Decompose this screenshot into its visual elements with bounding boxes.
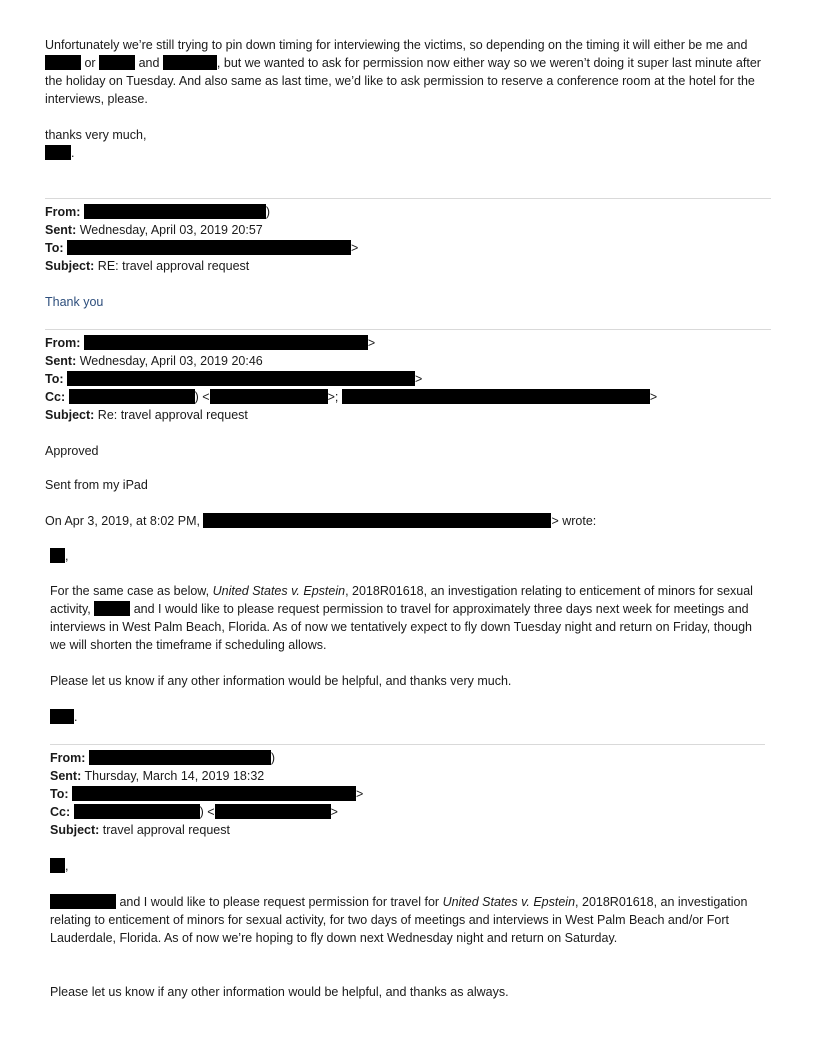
sent-line: Sent: Wednesday, April 03, 2019 20:46 (45, 354, 263, 368)
redaction (50, 858, 65, 873)
redaction (84, 335, 368, 350)
redaction (67, 240, 351, 255)
quoted-paragraph-2: Please let us know if any other information would be helpful, and thanks very much. (50, 674, 512, 688)
redaction (94, 601, 130, 616)
from-line: From: ) (45, 205, 271, 219)
intro-paragraph: Unfortunately we’re still trying to pin down timing for interviewing the victims, so depending on the timing it will either be me and or and , but we wanted to ask for permission now either way so we weren’t doing it super last minute after the holiday on Tuesday. And also same as last time, we’d like to ask permission to reserve a conference room at the hotel for the interviews, please. (45, 38, 761, 106)
redaction (74, 804, 200, 819)
redaction (89, 750, 271, 765)
cc-line: Cc: ) < > (50, 805, 338, 819)
redaction (45, 55, 81, 70)
divider (45, 198, 771, 199)
subject-line: Subject: RE: travel approval request (45, 259, 250, 273)
redaction (67, 371, 415, 386)
cc-line: Cc: ) < >; > (45, 390, 658, 404)
redaction (203, 513, 551, 528)
redaction (84, 204, 266, 219)
email-closing-4: Please let us know if any other information would be helpful, and thanks as always. (50, 985, 509, 999)
redaction (50, 894, 116, 909)
to-line: To: > (50, 787, 364, 801)
redaction (45, 145, 71, 160)
redaction (163, 55, 217, 70)
divider (50, 744, 765, 745)
redaction (215, 804, 331, 819)
redaction (50, 548, 65, 563)
quote-attribution: On Apr 3, 2019, at 8:02 PM, > wrote: (45, 514, 597, 528)
subject-line: Subject: Re: travel approval request (45, 408, 248, 422)
redaction (69, 389, 195, 404)
from-line: From: ) (50, 751, 276, 765)
redaction (99, 55, 135, 70)
sent-line: Sent: Thursday, March 14, 2019 18:32 (50, 769, 265, 783)
quoted-signature: . (50, 708, 765, 726)
email-body-3: Approved (45, 444, 99, 458)
quoted-paragraph-1: For the same case as below, United States v. Epstein, 2018R01618, an investigation relating to enticement of minors for sexual activity, and I would like to please request permission to travel for approximately three days next week for meetings and interviews in West Palm Beach, Florida. As of now we tentatively expect to fly down Tuesday night and return on Friday, though we will shorten the timeframe if scheduling allows. (50, 584, 753, 652)
email-signature-3: Sent from my iPad (45, 478, 148, 492)
intro-signature: . (45, 144, 765, 162)
email-greeting-4: , (50, 857, 765, 875)
redaction (50, 709, 74, 724)
to-line: To: > (45, 372, 423, 386)
intro-closing: thanks very much, . (45, 126, 765, 162)
redaction (210, 389, 328, 404)
sent-line: Sent: Wednesday, April 03, 2019 20:57 (45, 223, 263, 237)
email-body-2: Thank you (45, 295, 104, 309)
quoted-greeting: , (50, 547, 765, 565)
redaction (342, 389, 650, 404)
email-header-2 (45, 203, 765, 275)
redaction (72, 786, 356, 801)
divider (45, 329, 771, 330)
subject-line: Subject: travel approval request (50, 823, 230, 837)
to-line: To: > (45, 241, 359, 255)
intro-block (45, 36, 765, 108)
from-line: From: > (45, 336, 376, 350)
email-header-4 (50, 749, 765, 839)
email-body-4: and I would like to please request permission for travel for United States v. Epstein, 2018R01618, an investigation relating to enticement of minors for sexual activity, for two days of meetings and interviews in West Palm Beach and/or Fort Lauderdale, Florida. As of now we’re hoping to fly down next Wednesday night and return on Saturday. (50, 895, 748, 945)
email-header-3 (45, 334, 765, 424)
